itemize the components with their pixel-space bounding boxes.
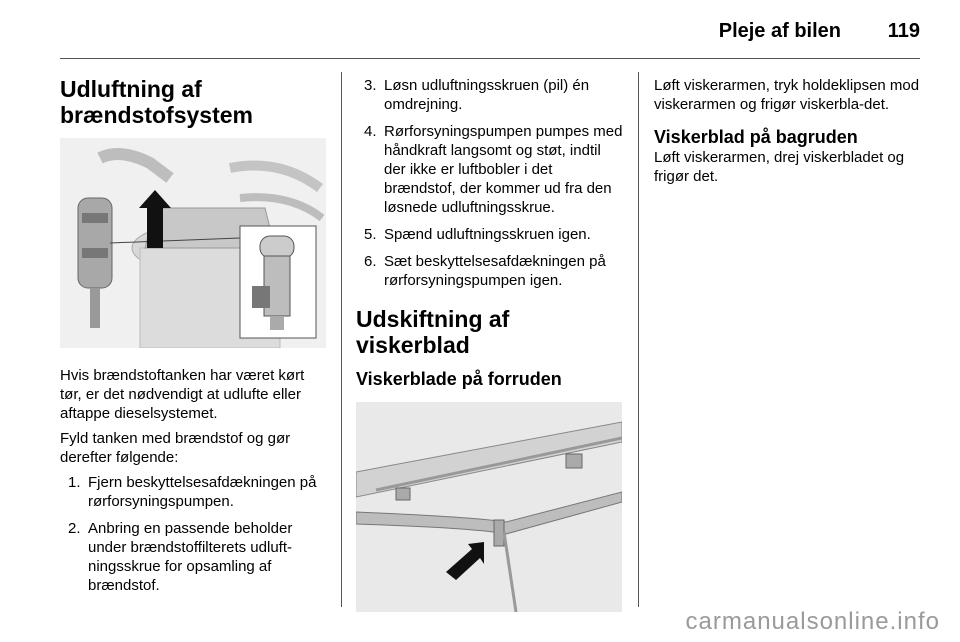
section-heading-wiper: Udskiftning af viskerblad xyxy=(356,306,510,358)
wiper-illustration xyxy=(356,402,622,612)
list-item: 5. Spænd udluftningsskruen igen. xyxy=(364,226,591,243)
header-rule xyxy=(60,58,920,59)
page-header xyxy=(0,0,960,60)
list-item: 1. Fjern beskyttelsesafdækningen på rørforsyningspumpen. xyxy=(68,474,317,510)
list-item: 3. Løsn udluftningsskruen (pil) én omdrejning. xyxy=(364,77,590,113)
steps-list-2 xyxy=(356,76,626,290)
section-heading-fuel xyxy=(60,76,328,128)
column-3 xyxy=(654,76,924,192)
subheading-front-wipers: Viskerblade på forruden xyxy=(356,369,562,389)
steps-list-1 xyxy=(60,473,328,595)
column-2 xyxy=(356,76,626,630)
heading-line-2: brændstofsystem xyxy=(60,102,253,128)
header-title: Pleje af bilen xyxy=(718,20,841,42)
list-item: 6. Sæt beskyttelsesafdækningen på rørforsyningspumpen igen. xyxy=(364,253,606,289)
watermark: carmanualsonline.info xyxy=(685,608,940,635)
intro-paragraph: Hvis brændstoftanken har været kørt tør, er det nødvendigt at udlufte eller aftappe dieselsystemet. xyxy=(60,367,305,422)
fuel-pump-illustration xyxy=(60,138,326,348)
heading-line-1: Udluftning af xyxy=(60,76,202,102)
column-1 xyxy=(60,76,328,603)
front-wiper-instructions: Løft viskerarmen, tryk holdeklipsen mod viskerarmen og frigør viskerbla-det. xyxy=(654,77,920,113)
lead-paragraph: Fyld tanken med brændstof og gør derefter følgende: xyxy=(60,430,291,466)
column-divider-2 xyxy=(638,72,639,607)
rear-wiper-instructions: Løft viskerarmen, drej viskerbladet og frigør det. xyxy=(654,149,905,185)
list-item: 4. Rørforsyningspumpen pumpes med håndkraft langsomt og støt, indtil der ikke er luftbobler i det brændstof, der kommer ud fra den løsnede udluftningsskrue. xyxy=(364,123,623,216)
column-divider-1 xyxy=(341,72,342,607)
page-number: 119 xyxy=(887,20,920,42)
list-item: 2. Anbring en passende beholder under brændstoffilterets udluft-ningsskrue for opsamling af brændstof. xyxy=(68,520,293,594)
subheading-rear-wiper: Viskerblad på bagruden xyxy=(654,127,858,147)
